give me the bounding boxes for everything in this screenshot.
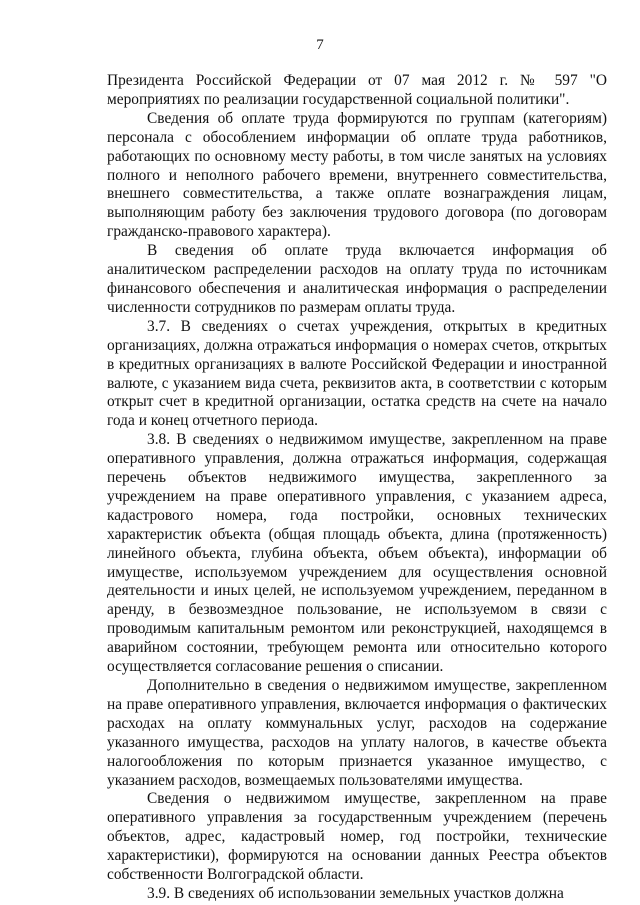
paragraph-decree-continuation: Президента Российской Федерации от 07 мая 2012 г. № 597 "О мероприятиях по реализации государственной социальной политики". [107,72,607,108]
paragraph-property-expenses: Дополнительно в сведения о недвижимом имуществе, закрепленном на праве оперативного управления, включается информация о фактических расходах на оплату коммунальных услуг, расходов на содержание указанного имущества, расходов на уплату налогов, в качестве объекта налогообложения по которым признается указанное имущество, с указанием расходов, возмещаемых пользователями имущества. [107,677,607,789]
paragraph-section-3-8: 3.8. В сведениях о недвижимом имуществе, закрепленном на праве оперативного управления, должна отражаться информация, содержащая перечень объектов недвижимого имущества, закрепленного за учреждением на праве оперативного управления, с указанием адреса, кадастрового номера, года постройки, основных технических характеристик объекта (общая площадь объекта, длина (протяженность) линейного объекта, глубина объекта, объем объекта), информации об имуществе, используемом учреждением для осуществления основной деятельности и иных целей, не используемом учреждением, переданном в аренду, в безвозмездное пользование, не используемом в связи с проводимым капитальным ремонтом или реконструкцией, находящемся в аварийном состоянии, требующем ремонта или относительно которого осуществляется согласование решения о списании. [107,431,607,676]
paragraph-salary-info: Сведения об оплате труда формируются по группам (категориям) персонала с обособлением информации об оплате труда работников, работающих по основному месту работы, в том числе занятых на условиях полного и неполного рабочего времени, внутреннего совместительства, внешнего совместительства, а также оплате вознаграждения лицам, выполняющим работу без заключения трудового договора (по договорам гражданско-правового характера). [107,109,607,241]
paragraph-property-registry: Сведения о недвижимом имуществе, закрепленном на праве оперативного управления за государственным учреждением (перечень объектов, адрес, кадастровый номер, год постройки, технические характеристики), формируются на основании данных Реестра объектов собственности Волгоградской области. [107,790,607,884]
document-body [107,72,607,904]
page-number: 7 [316,37,324,53]
paragraph-section-3-9: 3.9. В сведениях об использовании земельных участков должна [147,884,564,902]
paragraph-section-3-7: 3.7. В сведениях о счетах учреждения, открытых в кредитных организациях, должна отражаться информация о номерах счетов, открытых в кредитных организациях в валюте Российской Федерации и иностранной валюте, с указанием вида счета, реквизитов акта, в соответствии с которым открыт счет в кредитной организации, остатка средств на счете на начало года и конец отчетного периода. [107,317,607,430]
paragraph-salary-analytics: В сведения об оплате труда включается информация об аналитическом распределении расходов на оплату труда по источникам финансового обеспечения и аналитическая информация о распределении численности сотрудников по размерам оплаты труда. [107,242,607,316]
